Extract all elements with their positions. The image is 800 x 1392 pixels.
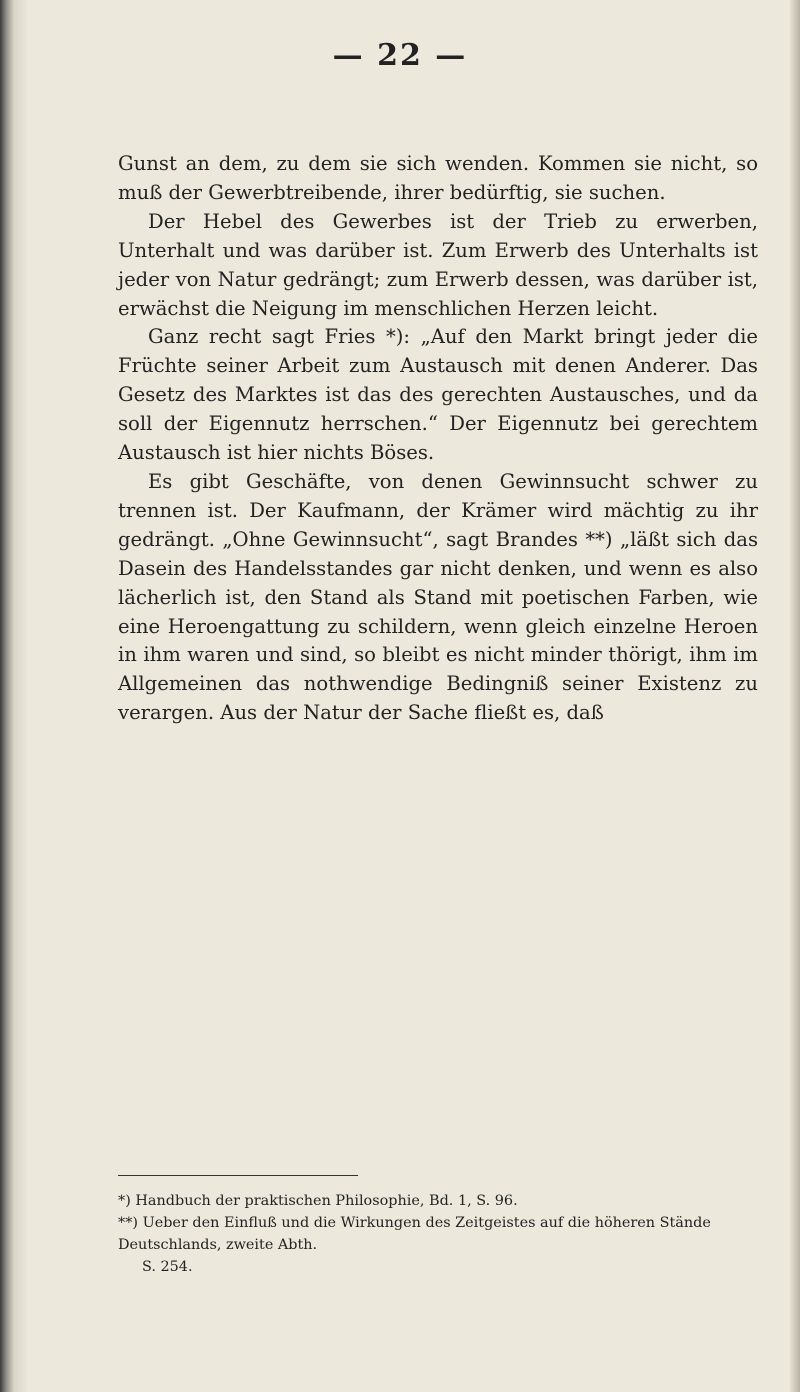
footnote-divider (118, 1175, 358, 1176)
footnotes (118, 1190, 758, 1278)
paragraph-3: Ganz recht sagt Fries *): „Auf den Markt bringt jeder die Früchte seiner Arbeit zum Austausch mit denen Anderer. Das Gesetz des Marktes ist das des gerechten Austausches, und da soll der Eigennutz herrschen.“ Der Eigennutz bei gerechtem Austausch ist hier nichts Böses. (118, 325, 758, 465)
page-number: — 22 — (332, 38, 468, 73)
paragraph-1: Gunst an dem, zu dem sie sich wenden. Kommen sie nicht, so muß der Gewerbtreibende, ihrer bedürftig, sie suchen. (118, 152, 758, 204)
footnote-1: *) Handbuch der praktischen Philosophie, Bd. 1, S. 96. (118, 1193, 518, 1209)
page-edge (790, 0, 800, 1392)
footnote-2-page: S. 254. (142, 1259, 193, 1275)
paragraph-4: Es gibt Geschäfte, von denen Gewinnsucht schwer zu trennen ist. Der Kaufmann, der Krämer wird mächtig zu ihr gedrängt. „Ohne Gewinnsucht“, sagt Brandes **) „läßt sich das Dasein des Handelsstandes gar nicht denken, und wenn es also lächerlich ist, den Stand als Stand mit poetischen Farben, wie eine Heroengattung zu schildern, wenn gleich einzelne Heroen in ihm waren und sind, so bleibt es nicht minder thörigt, ihm im Allgemeinen das nothwendige Bedingniß seiner Existenz zu verargen. Aus der Natur der Sache fließt es, daß (118, 469, 758, 725)
body-text (118, 150, 758, 728)
footnote-2: **) Ueber den Einfluß und die Wirkungen des Zeitgeistes auf die höheren Stände Deutschlands, zweite Abth. (118, 1215, 711, 1253)
paragraph-2: Der Hebel des Gewerbes ist der Trieb zu erwerben, Unterhalt und was darüber ist. Zum Erwerb des Unterhalts ist jeder von Natur gedrängt; zum Erwerb dessen, was darüber ist, erwächst die Neigung im menschlichen Herzen leicht. (118, 209, 758, 320)
